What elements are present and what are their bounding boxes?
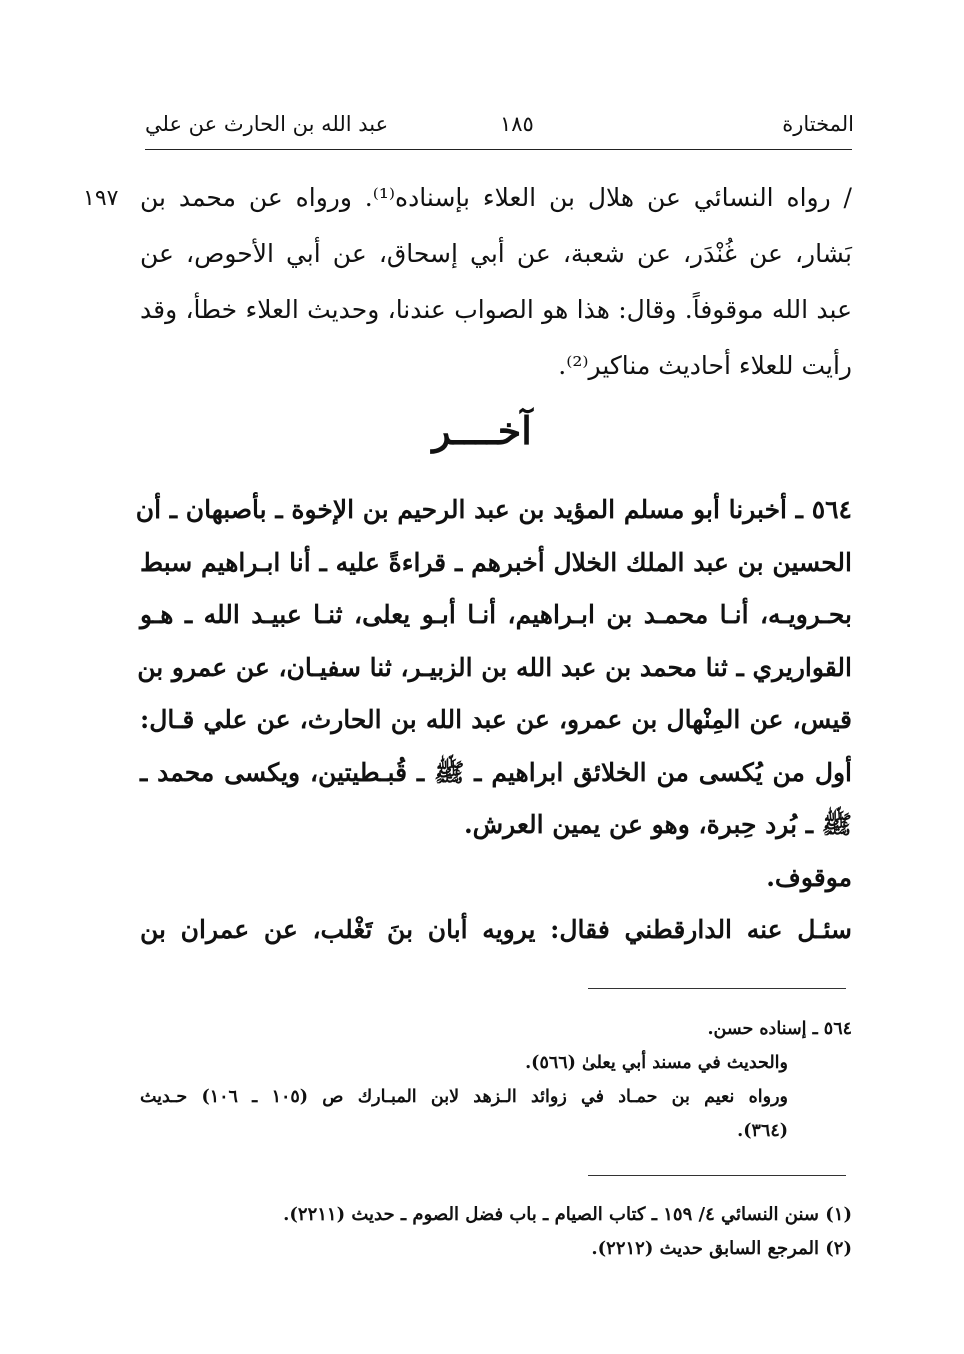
text-line: بَشار، عن غُنْدَر، عن شعبة، عن أبي إسحاق، عن أبي الأحوص، عن [140, 239, 852, 268]
text-line: موقوف. [766, 863, 852, 892]
footnote-1: (١) سنن النسائي ٤/ ١٥٩ ـ كتاب الصيام ـ باب فضل الصوم ـ حديث (٢٢١١). [283, 1204, 852, 1225]
footnote-line: ٥٦٤ ـ إسناده حسن. [707, 1019, 852, 1039]
text-line: رأيت للعلاء أحاديث مناكير⁽²⁾. [558, 351, 852, 380]
header-rule [145, 149, 852, 150]
text-line: الحسين بن عبد الملك الخلال أخبرهم ـ قراءةً عليه ـ أنا ابـراهيم سبط [140, 547, 852, 577]
paragraph-nasai-report [140, 170, 852, 394]
text-line: ﷺ ـ بُرد حِبرة، وهو عن يمين العرش. [463, 810, 852, 839]
footnote-line: والحديث في مسند أبي يعلىٰ (٥٦٦). [525, 1053, 788, 1073]
page-number: ١٨٥ [500, 112, 534, 136]
text-line: سئـل عنه الدارقطني فقال: يرويه أبان بنَ تَغْلب، عن عمران بن [140, 915, 852, 944]
footnote-line: ورواه نعيم بن حمـاد في زوائد الـزهد لابن المبـارك ص (١٠٥ ـ ١٠٦) حـديث [140, 1087, 788, 1107]
text-line: عبد الله موقوفاً. وقال: هذا هو الصواب عندنا، وحديث العلاء خطأ، وقد [140, 295, 852, 324]
section-title: آخــــر [432, 408, 532, 453]
footnote-2: (٢) المرجع السابق حديث (٢٢١٢). [591, 1238, 852, 1259]
text-line: بحـرويـه، أنـا محمـد بن ابـراهيم، أنـا أبـو يعلى، ثنـا عبيـد الله ـ هـو [140, 600, 852, 629]
text-line: / رواه النسائي عن هلال بن العلاء بإسناده⁽¹⁾. ورواه عن محمد بن [140, 183, 852, 212]
mawquf-commentary [140, 852, 852, 956]
text-line: أول من يُكسى من الخلائق ابراهيم ـ ﷺ ـ قُبـطيتين، ويكسى محمد ـ [140, 757, 852, 787]
text-line: القواريري ـ ثنا محمد بن عبد الله بن الزبيـر، ثنا سفيـان، عن عمرو بن [137, 652, 852, 682]
text-line: قيس، عن المِنْهال بن عمرو، عن عبد الله بن الحارث، عن علي قـال: [140, 705, 852, 734]
source-footnotes [140, 1198, 852, 1266]
footnote-separator [588, 1175, 846, 1176]
running-head-book-title: المختارة [782, 112, 854, 136]
hadith-564-text [135, 484, 852, 852]
hadith-footnote [140, 1012, 852, 1148]
margin-manuscript-number: ١٩٧ [83, 186, 119, 211]
footnote-separator [588, 988, 846, 989]
text-line: ٥٦٤ ـ أخبرنا أبو مسلم المؤيد بن عبد الرحيم بن الإخوة ـ بأصبهان ـ أن [135, 495, 852, 524]
footnote-line: (٣٦٤). [737, 1121, 788, 1141]
running-head-chapter: عبد الله بن الحارث عن علي [145, 112, 389, 136]
